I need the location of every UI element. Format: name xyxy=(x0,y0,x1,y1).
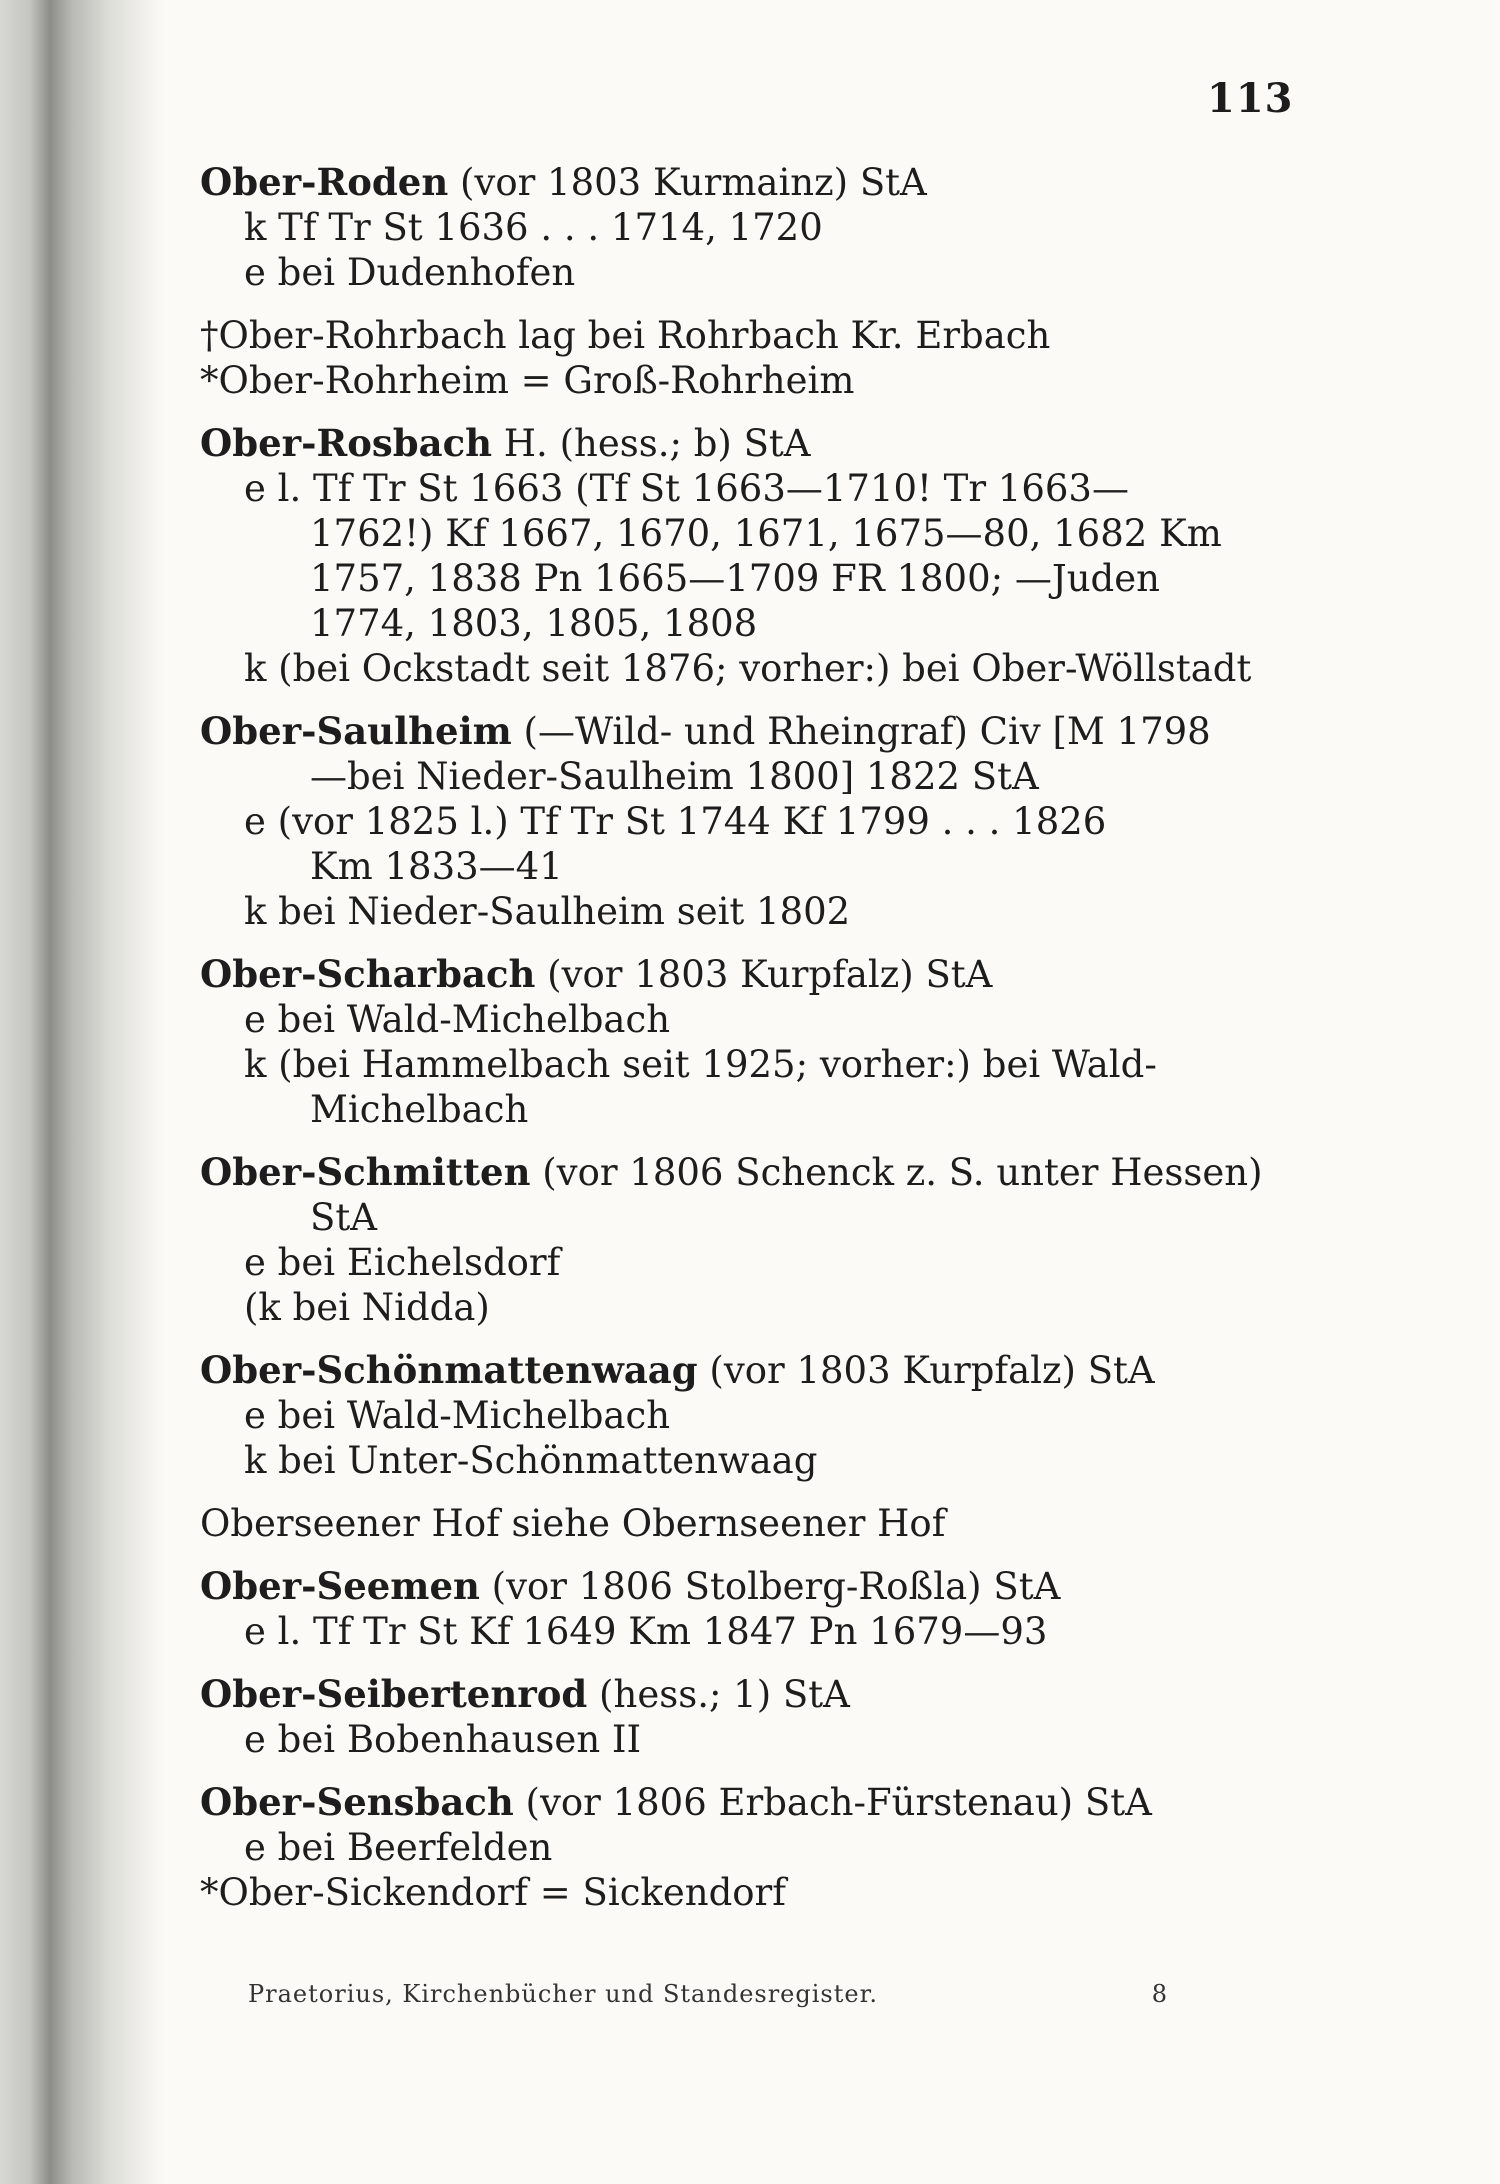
entry-detail-line: e bei Beerfelden xyxy=(244,1826,553,1869)
entry xyxy=(200,1501,1280,1546)
entry-detail-line: 1762!) Kf 1667, 1670, 1671, 1675—80, 1682 Km xyxy=(310,512,1222,555)
entry-title-line xyxy=(200,1348,1280,1393)
page-footer xyxy=(248,1980,1168,2008)
entry-detail-line: e (vor 1825 l.) Tf Tr St 1744 Kf 1799 . . . 1826 xyxy=(244,800,1107,843)
place-name: Ober-Seemen xyxy=(200,1564,480,1608)
entry-title-line xyxy=(200,1564,1280,1609)
entry-detail-line: (k bei Nidda) xyxy=(244,1286,490,1329)
entry-title-line xyxy=(200,1501,1280,1546)
entry-detail-line: *Ober-Rohrheim = Groß-Rohrheim xyxy=(200,359,855,402)
entry-title-text: (—Wild- und Rheingraf) Civ [M 1798 xyxy=(511,710,1211,753)
entry-title-text: (vor 1803 Kurpfalz) StA xyxy=(697,1349,1155,1392)
entry xyxy=(200,160,1280,295)
entry-detail-line: e bei Wald-Michelbach xyxy=(244,1394,671,1437)
entry-detail-line: 1757, 1838 Pn 1665—1709 FR 1800; —Juden xyxy=(310,557,1160,600)
entry-title-line xyxy=(200,1150,1280,1195)
entry-title-text: (hess.; 1) StA xyxy=(587,1673,850,1716)
entry-detail-line: e bei Bobenhausen II xyxy=(244,1718,642,1761)
entry xyxy=(200,1150,1280,1330)
entry-list xyxy=(200,160,1280,1933)
entry-detail-line: e l. Tf Tr St Kf 1649 Km 1847 Pn 1679—93 xyxy=(244,1610,1048,1653)
entry-title-line xyxy=(200,1672,1280,1717)
entry-detail-line: k (bei Ockstadt seit 1876; vorher:) bei Ober-Wöllstadt xyxy=(244,647,1252,690)
entry-detail-line: Km 1833—41 xyxy=(310,845,563,888)
entry xyxy=(200,952,1280,1132)
entry-title-text: †Ober-Rohrbach lag bei Rohrbach Kr. Erbach xyxy=(200,314,1051,357)
entry-detail-line: k Tf Tr St 1636 . . . 1714, 1720 xyxy=(244,206,823,249)
entry xyxy=(200,1348,1280,1483)
entry-detail-line: —bei Nieder-Saulheim 1800] 1822 StA xyxy=(310,755,1039,798)
entry xyxy=(200,421,1280,691)
entry-title-text: (vor 1803 Kurpfalz) StA xyxy=(535,953,993,996)
entry-detail-line: k (bei Hammelbach seit 1925; vorher:) bei Wald- xyxy=(244,1043,1157,1086)
place-name: Ober-Sensbach xyxy=(200,1780,514,1824)
entry-detail-line: *Ober-Sickendorf = Sickendorf xyxy=(200,1871,786,1914)
place-name: Ober-Saulheim xyxy=(200,709,512,753)
entry-detail-line: e bei Wald-Michelbach xyxy=(244,998,671,1041)
entry-title-text: (vor 1806 Erbach-Fürstenau) StA xyxy=(513,1781,1152,1824)
footer-sheet-number: 8 xyxy=(1151,1980,1168,2008)
place-name: Ober-Scharbach xyxy=(200,952,536,996)
entry-detail-line: StA xyxy=(310,1196,377,1239)
entry-title-text: Oberseener Hof siehe Obernseener Hof xyxy=(200,1502,946,1545)
entry-title-text: (vor 1806 Stolberg-Roßla) StA xyxy=(479,1565,1061,1608)
entry xyxy=(200,1672,1280,1762)
entry xyxy=(200,1780,1280,1915)
place-name: Ober-Roden xyxy=(200,160,449,204)
entry-detail-line: k bei Unter-Schönmattenwaag xyxy=(244,1439,818,1482)
entry-title-line xyxy=(200,952,1280,997)
entry xyxy=(200,709,1280,934)
entry-title-text: (vor 1803 Kurmainz) StA xyxy=(448,161,927,204)
entry-title-line xyxy=(200,160,1280,205)
entry xyxy=(200,313,1280,403)
entry-detail-line: k bei Nieder-Saulheim seit 1802 xyxy=(244,890,851,933)
entry xyxy=(200,1564,1280,1654)
entry-detail-line: e bei Dudenhofen xyxy=(244,251,576,294)
place-name: Ober-Schönmattenwaag xyxy=(200,1348,698,1392)
entry-title-text: (vor 1806 Schenck z. S. unter Hessen) xyxy=(530,1151,1263,1194)
entry-detail-line: e bei Eichelsdorf xyxy=(244,1241,561,1284)
entry-title-line xyxy=(200,421,1280,466)
entry-detail-line: Michelbach xyxy=(310,1088,529,1131)
place-name: Ober-Schmitten xyxy=(200,1150,531,1194)
entry-title-text: H. (hess.; b) StA xyxy=(492,422,811,465)
place-name: Ober-Rosbach xyxy=(200,421,493,465)
place-name: Ober-Seibertenrod xyxy=(200,1672,588,1716)
entry-detail-line: e l. Tf Tr St 1663 (Tf St 1663—1710! Tr 1663— xyxy=(244,467,1129,510)
page-number: 113 xyxy=(1207,75,1294,122)
entry-title-line xyxy=(200,313,1280,358)
entry-detail-line: 1774, 1803, 1805, 1808 xyxy=(310,602,758,645)
footer-signature: Praetorius, Kirchenbücher und Standesregister. xyxy=(248,1980,879,2008)
entry-title-line xyxy=(200,709,1280,754)
book-spine-shadow xyxy=(0,0,165,2184)
entry-title-line xyxy=(200,1780,1280,1825)
